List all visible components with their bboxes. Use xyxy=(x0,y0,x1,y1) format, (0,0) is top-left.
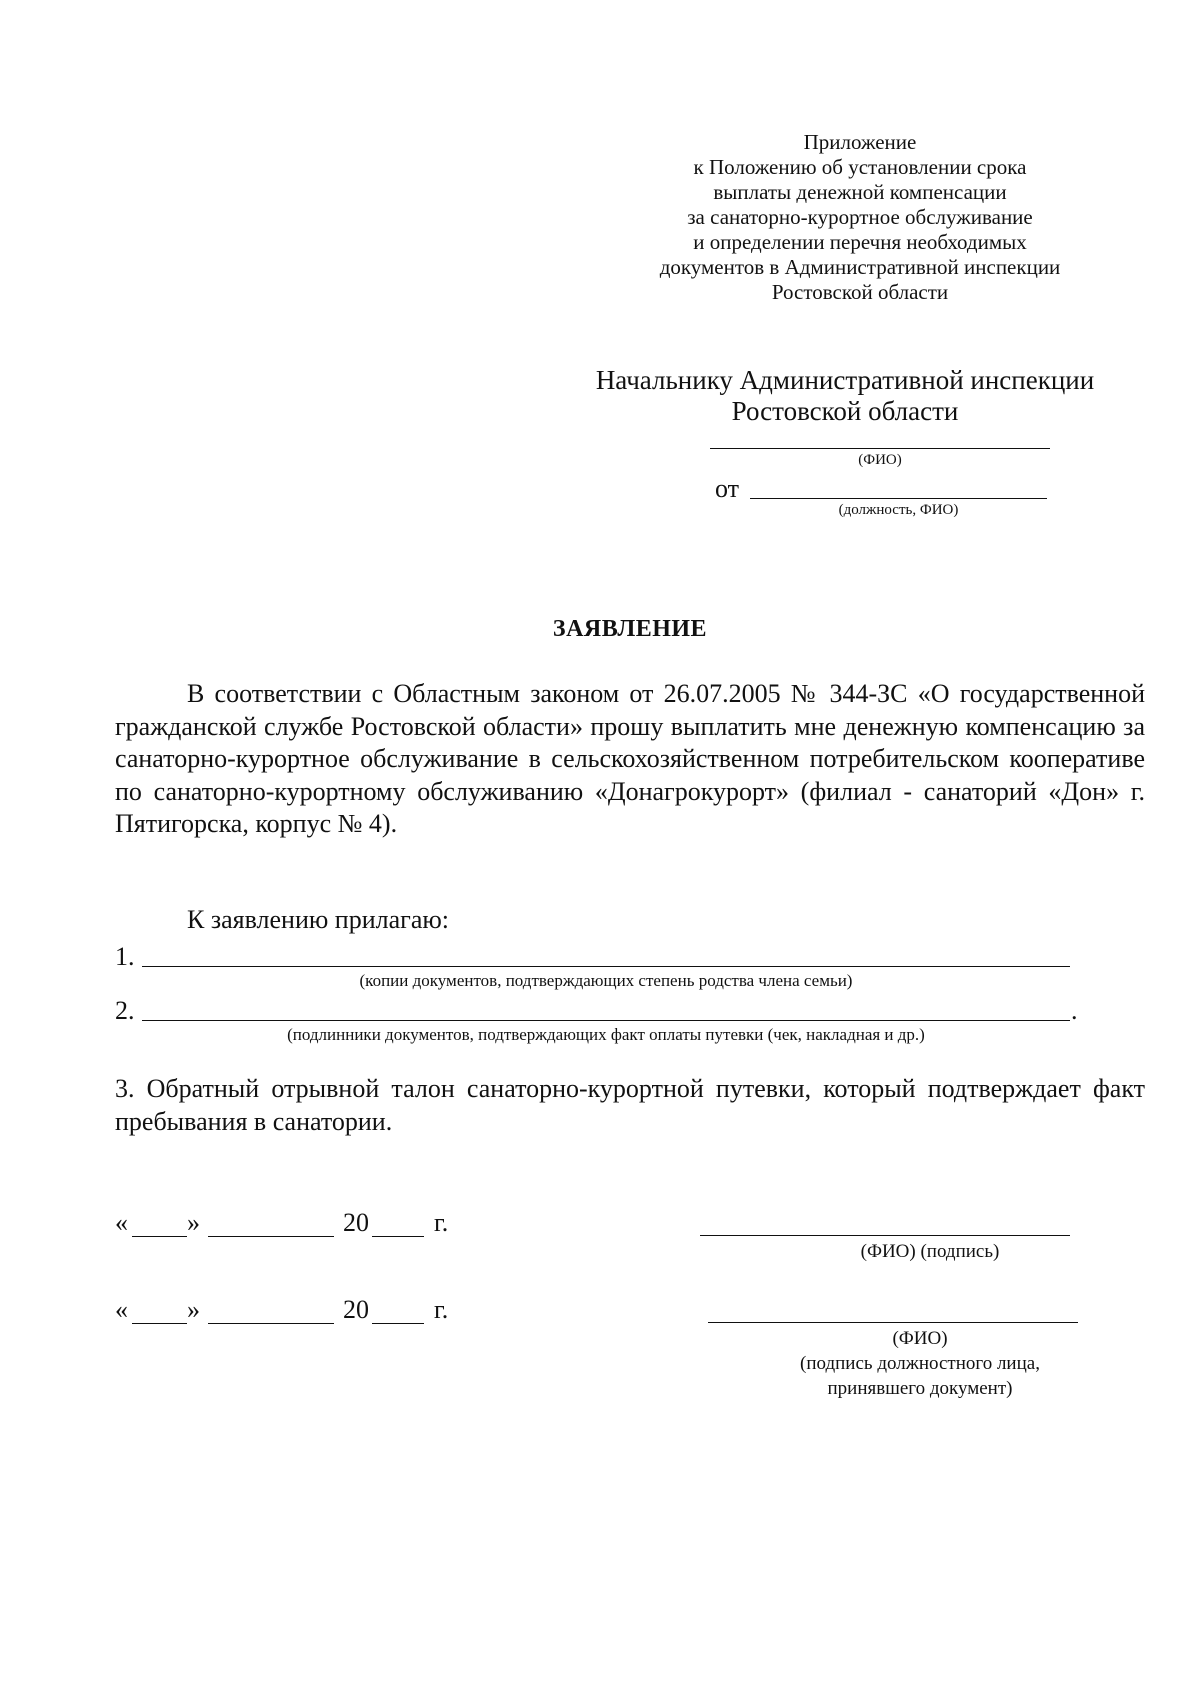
date-open-quote: « xyxy=(115,1295,128,1324)
date-close-quote: » xyxy=(187,1295,200,1324)
fio-caption: (ФИО) xyxy=(858,452,902,468)
item1-number: 1. xyxy=(115,942,135,971)
date-day-line[interactable] xyxy=(132,1323,187,1324)
addressee-line-2: Ростовской области xyxy=(731,396,959,426)
official-caption-line: (ФИО) xyxy=(892,1328,948,1349)
appendix-line: Ростовской области xyxy=(771,280,949,304)
official-caption xyxy=(750,1326,1090,1401)
fio-field-line[interactable] xyxy=(710,448,1050,449)
year-suffix: г. xyxy=(434,1295,449,1324)
applicant-signature-line[interactable] xyxy=(700,1235,1070,1236)
appendix-line: за санаторно-курортное обслуживание xyxy=(687,205,1033,229)
from-label: от xyxy=(715,474,740,503)
official-caption-line: (подпись должностного лица, xyxy=(800,1353,1040,1374)
year-prefix: 20 xyxy=(343,1295,369,1324)
appendix-line: выплаты денежной компенсации xyxy=(713,180,1007,204)
item2-caption: (подлинники документов, подтверждающих факт оплаты путевки (чек, накладная и др.) xyxy=(287,1025,925,1044)
date-year-line[interactable] xyxy=(372,1236,424,1237)
item1-caption: (копии документов, подтверждающих степень родства члена семьи) xyxy=(359,971,853,990)
applicant-caption: (ФИО) (подпись) xyxy=(860,1241,1000,1262)
date-month-line[interactable] xyxy=(208,1236,334,1237)
paragraph-text: В соответствии с Областным законом от 26.07.2005 № 344-ЗС «О государственной гражданской службе Ростовской области» прошу выплатить мне денежную компенсацию за санаторно-курортное обслуживание в сельскохозяйственном потребительском кооперативе по санаторно-курортному обслуживанию «Донагрокурорт» (филиал - санаторий «Дон» г. Пятигорска, корпус № 4). xyxy=(115,679,1145,838)
appendix-line: к Положению об установлении срока xyxy=(693,155,1027,179)
official-signature-line[interactable] xyxy=(708,1322,1078,1323)
document-title: ЗАЯВЛЕНИЕ xyxy=(552,616,708,642)
item3-text: 3. Обратный отрывной талон санаторно-курортной путевки, который подтверждает факт пребывания в санатории. xyxy=(115,1074,1145,1136)
date-day-line[interactable] xyxy=(132,1236,187,1237)
appendix-line: и определении перечня необходимых xyxy=(693,230,1027,254)
official-caption-line: принявшего документ) xyxy=(827,1378,1013,1399)
item2-period: . xyxy=(1071,996,1078,1025)
appendix-line: документов в Административной инспекции xyxy=(659,255,1061,279)
attach-intro: К заявлению прилагаю: xyxy=(187,905,450,934)
date-month-line[interactable] xyxy=(208,1323,334,1324)
from-field-line[interactable] xyxy=(750,498,1047,499)
item1-field-line[interactable] xyxy=(142,966,1070,967)
year-prefix: 20 xyxy=(343,1208,369,1237)
appendix-line: Приложение xyxy=(803,130,917,154)
date-open-quote: « xyxy=(115,1208,128,1237)
addressee-block xyxy=(560,365,1130,427)
item2-field-line[interactable] xyxy=(142,1020,1070,1021)
main-paragraph xyxy=(115,678,1145,841)
appendix-header xyxy=(600,130,1120,305)
addressee-line-1: Начальнику Административной инспекции xyxy=(595,365,1095,395)
from-caption: (должность, ФИО) xyxy=(838,502,959,518)
date-close-quote: » xyxy=(187,1208,200,1237)
year-suffix: г. xyxy=(434,1208,449,1237)
item2-number: 2. xyxy=(115,996,135,1025)
date-year-line[interactable] xyxy=(372,1323,424,1324)
